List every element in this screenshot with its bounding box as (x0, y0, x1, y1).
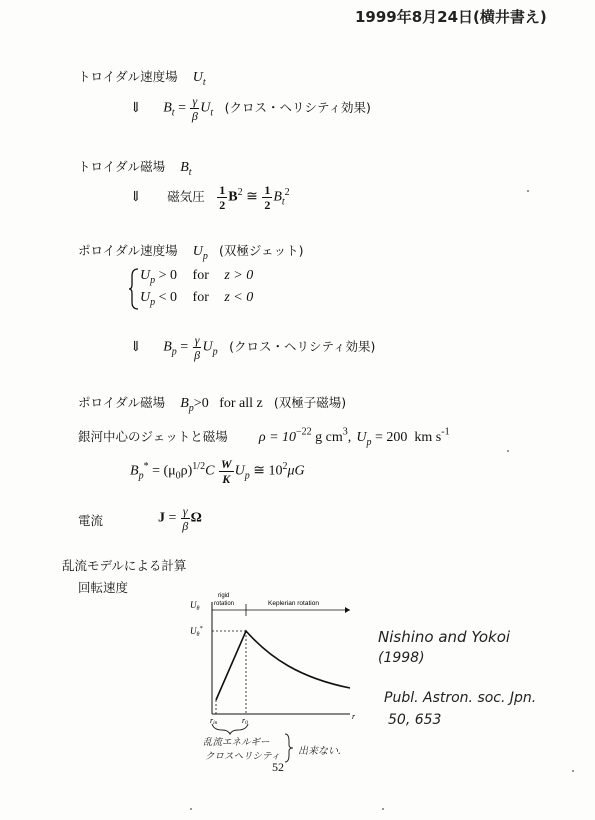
toroidal-magnetic-line: トロイダル磁場 $B_t$ (78, 159, 192, 178)
handwritten-date: 1999年8月24日(横井書え) (355, 8, 547, 26)
toroidal-velocity-symbol: $U_t$ (192, 70, 206, 88)
toroidal-velocity-line (78, 66, 206, 88)
rotation-curve-figure (190, 590, 370, 725)
cases-brace (128, 268, 140, 310)
magnetic-pressure-equation: ⇓ 磁気圧 $\frac{1}{2}$ $B^2$ ≅ $\frac{1}{2}$ $B_t^2$ (130, 183, 290, 212)
handwritten-pub-journal: Publ. Astron. soc. Jpn. (384, 690, 537, 706)
handwritten-ref-year: (1998) (378, 650, 425, 666)
toroidal-velocity-label: トロイダル速度場 (78, 69, 178, 84)
x-axis-label: r (352, 712, 356, 721)
poloidal-magnetic-line: ポロイダル磁場 $B_p>0$ for all z (双極子磁場) (78, 395, 347, 414)
poloidal-velocity-line: ポロイダル速度場 $U_p$ (双極ジェット) (78, 243, 304, 262)
kepler-label: Keplerian rotation (268, 600, 319, 607)
handwritten-under-2: クロスヘリシティ (205, 751, 281, 762)
current-equation: J = $\frac{\gamma}{\beta}$ Ω (158, 504, 202, 533)
cross-helicity-note: (クロス・ヘリシティ効果) (224, 99, 371, 115)
handwritten-pub-volume: 50, 653 (388, 712, 442, 728)
rigid-label-2: rotation (214, 601, 235, 607)
current-line: 電流 (78, 513, 104, 528)
poloidal-field-equation: ⇓ $B_p$ = $\frac{\gamma}{\beta}$ $U_p$ (クロス・ヘリシティ効果) (130, 333, 376, 362)
bp-estimate-equation: $B_p^* = (\mu_0\rho)^{1/2}C$ $\frac{W}{K}$ $U_p$ ≅ $10^2\mu G$ (130, 457, 305, 486)
toroidal-field-equation: ⇓ $B_t$ = $\frac{\gamma}{\beta}$ $U_t$ (クロス・ヘリシティ効果) (130, 94, 371, 123)
down-arrow-icon: ⇓ (130, 189, 142, 205)
case-line-negative: $U_p < 0$ for z < 0 (140, 290, 254, 308)
rotation-curve (216, 631, 350, 700)
case-line-positive: $U_p > 0$ for z > 0 (140, 268, 254, 286)
rotation-speed-heading: 回転速度 (78, 580, 129, 595)
r0-label: r0 (242, 716, 248, 725)
rigid-label: rigid (218, 593, 230, 599)
handwritten-right-brace (283, 733, 295, 763)
page-number: 52 (272, 760, 284, 774)
turbulence-heading: 乱流モデルによる計算 (62, 558, 187, 573)
handwritten-under-1: 乱流エネルギー (203, 737, 270, 748)
handwritten-under-right: 出来ない. (298, 746, 342, 757)
down-arrow-icon: ⇓ (130, 100, 142, 116)
r-in-label: rin (210, 716, 218, 725)
galactic-center-line: 銀河中心のジェットと磁場 $\rho = 10^{-22}$ g $cm^3$, $U_p = 200$ km $s^{-1}$ (78, 426, 450, 449)
down-arrow-icon: ⇓ (130, 339, 142, 355)
y-axis-label: $U_\theta$ (190, 600, 200, 612)
handwritten-ref-authors: Nishino and Yokoi (378, 628, 511, 646)
u-star-label: $U_\theta^*$ (190, 626, 203, 638)
